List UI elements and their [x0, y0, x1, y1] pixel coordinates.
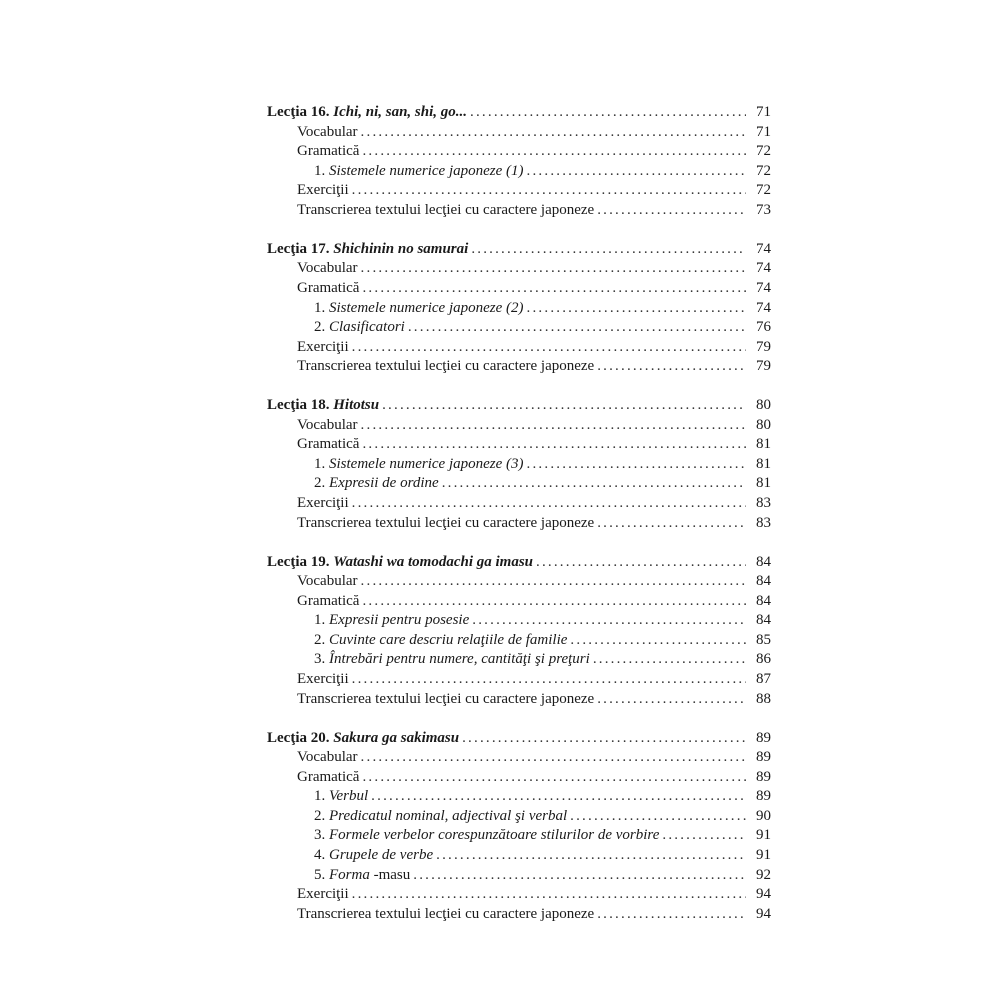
page-number: 84	[756, 612, 771, 629]
toc-entry[interactable]	[267, 201, 771, 221]
toc-entry-label	[297, 123, 358, 143]
toc-entry-label	[314, 807, 567, 827]
toc-lesson-heading[interactable]	[267, 240, 771, 260]
toc-lesson-label	[267, 729, 459, 749]
entry-title: Transcrierea textului lecţiei cu caractere japoneze	[297, 201, 595, 218]
toc-entry-label	[297, 494, 349, 514]
toc-subentry[interactable]	[267, 846, 771, 866]
toc-subentry[interactable]	[267, 650, 771, 670]
entry-title: Gramatică	[297, 143, 360, 160]
page-number: 83	[756, 495, 771, 512]
dot-leader	[361, 748, 746, 768]
toc-entry[interactable]	[267, 690, 771, 710]
entry-number: 1.	[314, 612, 326, 629]
dot-leader	[362, 435, 746, 455]
entry-title: Expresii de ordine	[329, 475, 439, 492]
entry-number: 1.	[314, 162, 326, 179]
page-number: 87	[756, 671, 771, 687]
page-number: 84	[756, 592, 771, 609]
toc-entry-label	[297, 201, 594, 221]
dot-leader	[593, 650, 746, 670]
page-number: 83	[756, 514, 771, 531]
toc-entry[interactable]	[267, 494, 771, 514]
page-number: 91	[756, 846, 771, 863]
entry-title: Gramatică	[297, 279, 360, 296]
page-number: 89	[756, 788, 771, 805]
toc-entry-label	[297, 592, 359, 612]
dot-leader	[462, 729, 746, 749]
dot-leader	[536, 553, 746, 573]
toc-entry[interactable]	[267, 181, 771, 201]
dot-leader	[362, 279, 746, 299]
toc-subentry[interactable]	[267, 631, 771, 651]
entry-title: Sistemele numerice japoneze (1)	[329, 162, 524, 179]
toc-lesson-heading[interactable]	[267, 729, 771, 749]
dot-leader	[362, 768, 746, 788]
page-number: 89	[756, 749, 771, 766]
toc-subentry[interactable]	[267, 162, 771, 182]
toc-entry-label	[297, 435, 359, 455]
page-number: 76	[756, 319, 771, 336]
page-number: 86	[756, 651, 771, 668]
toc-entry-label	[297, 690, 594, 710]
entry-number: 5.	[314, 866, 326, 883]
toc-subentry[interactable]	[267, 866, 771, 886]
toc-entry[interactable]	[267, 592, 771, 612]
entry-number: 3.	[314, 827, 326, 844]
dot-leader	[442, 474, 746, 494]
dot-leader	[662, 826, 746, 846]
lesson-number: Lecţia 16.	[267, 104, 330, 120]
toc-lesson-label	[267, 396, 379, 416]
lesson-title: Hitotsu	[333, 397, 380, 414]
toc-entry[interactable]	[267, 123, 771, 143]
dot-leader	[362, 142, 746, 162]
toc-entry[interactable]	[267, 357, 771, 377]
toc-entry-label	[314, 162, 524, 182]
entry-title: Gramatică	[297, 592, 360, 609]
entry-title: Forma	[329, 866, 370, 883]
lesson-section	[267, 396, 771, 533]
toc-entry[interactable]	[267, 142, 771, 162]
toc-entry-label	[297, 357, 594, 377]
lesson-number: Lecţia 17.	[267, 240, 330, 257]
page-number: 94	[756, 886, 771, 903]
dot-leader	[597, 201, 746, 221]
toc-entry-label	[297, 259, 358, 279]
page-number: 74	[756, 240, 771, 257]
toc-subentry[interactable]	[267, 474, 771, 494]
toc-entry-label	[314, 846, 433, 866]
page-number: 80	[756, 416, 771, 433]
toc-entry[interactable]	[267, 338, 771, 358]
page-number: 89	[756, 729, 771, 746]
lesson-section	[267, 729, 771, 924]
entry-title: Predicatul nominal, adjectival şi verbal	[329, 807, 568, 824]
entry-title: Transcrierea textului lecţiei cu caractere japoneze	[297, 690, 595, 707]
toc-entry-label	[297, 514, 594, 534]
page-number: 94	[756, 905, 771, 922]
toc-subentry[interactable]	[267, 826, 771, 846]
toc-entry-label	[314, 299, 524, 319]
dot-leader	[352, 885, 746, 905]
entry-number: 3.	[314, 651, 326, 668]
lesson-title: Ichi, ni, san, shi, go...	[333, 104, 468, 120]
toc-entry-label	[297, 905, 594, 925]
dot-leader	[570, 807, 746, 827]
page-number: 74	[756, 279, 771, 296]
dot-leader	[472, 611, 746, 631]
toc-entry[interactable]	[267, 572, 771, 592]
entry-title: Vocabular	[297, 123, 358, 140]
toc-lesson-heading[interactable]	[267, 396, 771, 416]
page-number: 72	[756, 162, 771, 179]
entry-title: Vocabular	[297, 573, 358, 590]
toc-subentry[interactable]	[267, 299, 771, 319]
dot-leader	[413, 866, 746, 886]
dot-leader	[408, 318, 746, 338]
dot-leader	[352, 670, 746, 690]
toc-entry-label	[314, 474, 439, 494]
toc-entry-label	[297, 416, 358, 436]
page-number: 84	[756, 553, 771, 570]
page-number: 81	[756, 436, 771, 453]
dot-leader	[527, 455, 746, 475]
lesson-title: Shichinin no samurai	[333, 240, 469, 257]
page-number: 80	[756, 397, 771, 414]
dot-leader	[361, 416, 746, 436]
page-number: 73	[756, 201, 771, 218]
toc-entry-label	[314, 787, 368, 807]
toc-entry-label	[314, 650, 590, 670]
toc-entry-label	[297, 338, 349, 358]
table-of-contents	[267, 103, 771, 944]
entry-title: Clasificatori	[329, 319, 405, 336]
toc-entry[interactable]	[267, 279, 771, 299]
lesson-title: Watashi wa tomodachi ga imasu	[333, 553, 533, 570]
dot-leader	[382, 396, 746, 416]
entry-title: Vocabular	[297, 416, 358, 433]
toc-subentry[interactable]	[267, 787, 771, 807]
entry-title: Transcrierea textului lecţiei cu caractere japoneze	[297, 514, 595, 531]
toc-entry[interactable]	[267, 259, 771, 279]
entry-number: 2.	[314, 631, 326, 648]
entry-title: Întrebări pentru numere, cantităţi şi preţuri	[329, 651, 590, 668]
lesson-number: Lecţia 18.	[267, 397, 330, 414]
entry-title: Sistemele numerice japoneze (3)	[329, 455, 524, 472]
dot-leader	[361, 572, 746, 592]
page-number: 91	[756, 827, 771, 844]
entry-title: Grupele de verbe	[329, 846, 434, 863]
toc-entry[interactable]	[267, 416, 771, 436]
lesson-title: Sakura ga sakimasu	[333, 729, 460, 746]
entry-title: Expresii pentru posesie	[329, 612, 470, 629]
entry-title: Vocabular	[297, 749, 358, 766]
toc-lesson-heading[interactable]	[267, 553, 771, 573]
toc-entry-label	[297, 572, 358, 592]
toc-entry[interactable]	[267, 905, 771, 925]
toc-entry-label	[297, 279, 359, 299]
toc-entry-label	[297, 181, 349, 201]
toc-entry-label	[297, 142, 359, 162]
entry-title: Exerciţii	[297, 886, 349, 903]
page-number: 72	[756, 182, 771, 199]
toc-entry[interactable]	[267, 885, 771, 905]
toc-entry[interactable]	[267, 670, 771, 690]
page-number: 71	[756, 123, 771, 140]
dot-leader	[352, 181, 746, 201]
page-number: 90	[756, 807, 771, 824]
toc-entry[interactable]	[267, 514, 771, 534]
entry-number: 1.	[314, 788, 326, 805]
entry-title: Formele verbelor corespunzătoare stilurilor de vorbire	[329, 827, 660, 844]
toc-subentry[interactable]	[267, 318, 771, 338]
dot-leader	[597, 357, 746, 377]
entry-title: Gramatică	[297, 768, 360, 785]
page-number: 84	[756, 573, 771, 590]
dot-leader	[371, 787, 746, 807]
lesson-section	[267, 240, 771, 377]
toc-lesson-label	[267, 103, 467, 123]
toc-subentry[interactable]	[267, 611, 771, 631]
dot-leader	[352, 338, 746, 358]
entry-title: Verbul	[329, 788, 369, 805]
entry-title: Vocabular	[297, 260, 358, 277]
toc-entry[interactable]	[267, 435, 771, 455]
toc-entry-label	[297, 885, 349, 905]
entry-title: Exerciţii	[297, 182, 349, 199]
toc-entry-label	[314, 611, 469, 631]
lesson-section	[267, 553, 771, 709]
toc-entry[interactable]	[267, 748, 771, 768]
lesson-number: Lecţia 20.	[267, 729, 330, 746]
toc-entry-label	[314, 318, 405, 338]
entry-number: 1.	[314, 299, 326, 316]
entry-title: Exerciţii	[297, 671, 349, 687]
dot-leader	[597, 690, 746, 710]
page-number: 92	[756, 866, 771, 883]
page-number: 85	[756, 631, 771, 648]
entry-title: Exerciţii	[297, 495, 349, 512]
lesson-section	[267, 103, 771, 220]
page-number: 81	[756, 455, 771, 472]
toc-entry-label	[314, 455, 524, 475]
toc-entry[interactable]	[267, 768, 771, 788]
toc-subentry[interactable]	[267, 455, 771, 475]
dot-leader	[352, 494, 746, 514]
dot-leader	[597, 905, 746, 925]
entry-number: 2.	[314, 319, 326, 336]
page-number: 74	[756, 260, 771, 277]
toc-entry-label	[314, 866, 410, 886]
page-number: 71	[756, 104, 771, 120]
entry-number: 1.	[314, 455, 326, 472]
toc-lesson-heading[interactable]	[267, 103, 771, 123]
dot-leader	[471, 240, 746, 260]
lesson-number: Lecţia 19.	[267, 553, 330, 570]
dot-leader	[597, 514, 746, 534]
entry-title: Transcrierea textului lecţiei cu caractere japoneze	[297, 358, 595, 375]
dot-leader	[470, 103, 746, 123]
entry-number: 2.	[314, 475, 326, 492]
toc-entry-label	[297, 748, 358, 768]
page-number: 72	[756, 143, 771, 160]
page-number: 81	[756, 475, 771, 492]
page-number: 79	[756, 338, 771, 355]
entry-title: Sistemele numerice japoneze (2)	[329, 299, 524, 316]
page-number: 74	[756, 299, 771, 316]
entry-number: 4.	[314, 846, 326, 863]
toc-entry-label	[314, 631, 567, 651]
dot-leader	[436, 846, 746, 866]
entry-title: Cuvinte care descriu relaţiile de familie	[329, 631, 568, 648]
page-number: 89	[756, 768, 771, 785]
dot-leader	[361, 123, 746, 143]
entry-title: Transcrierea textului lecţiei cu caractere japoneze	[297, 905, 595, 922]
entry-number: 2.	[314, 807, 326, 824]
page-number: 88	[756, 690, 771, 707]
entry-title: Exerciţii	[297, 338, 349, 355]
dot-leader	[361, 259, 746, 279]
dot-leader	[527, 162, 746, 182]
toc-lesson-label	[267, 240, 468, 260]
dot-leader	[527, 299, 746, 319]
dot-leader	[362, 592, 746, 612]
toc-entry-label	[297, 768, 359, 788]
entry-suffix: -masu	[373, 866, 411, 883]
toc-entry-label	[314, 826, 659, 846]
toc-entry-label	[297, 670, 349, 690]
page-number: 79	[756, 358, 771, 375]
dot-leader	[570, 631, 746, 651]
toc-lesson-label	[267, 553, 533, 573]
entry-title: Gramatică	[297, 436, 360, 453]
toc-subentry[interactable]	[267, 807, 771, 827]
